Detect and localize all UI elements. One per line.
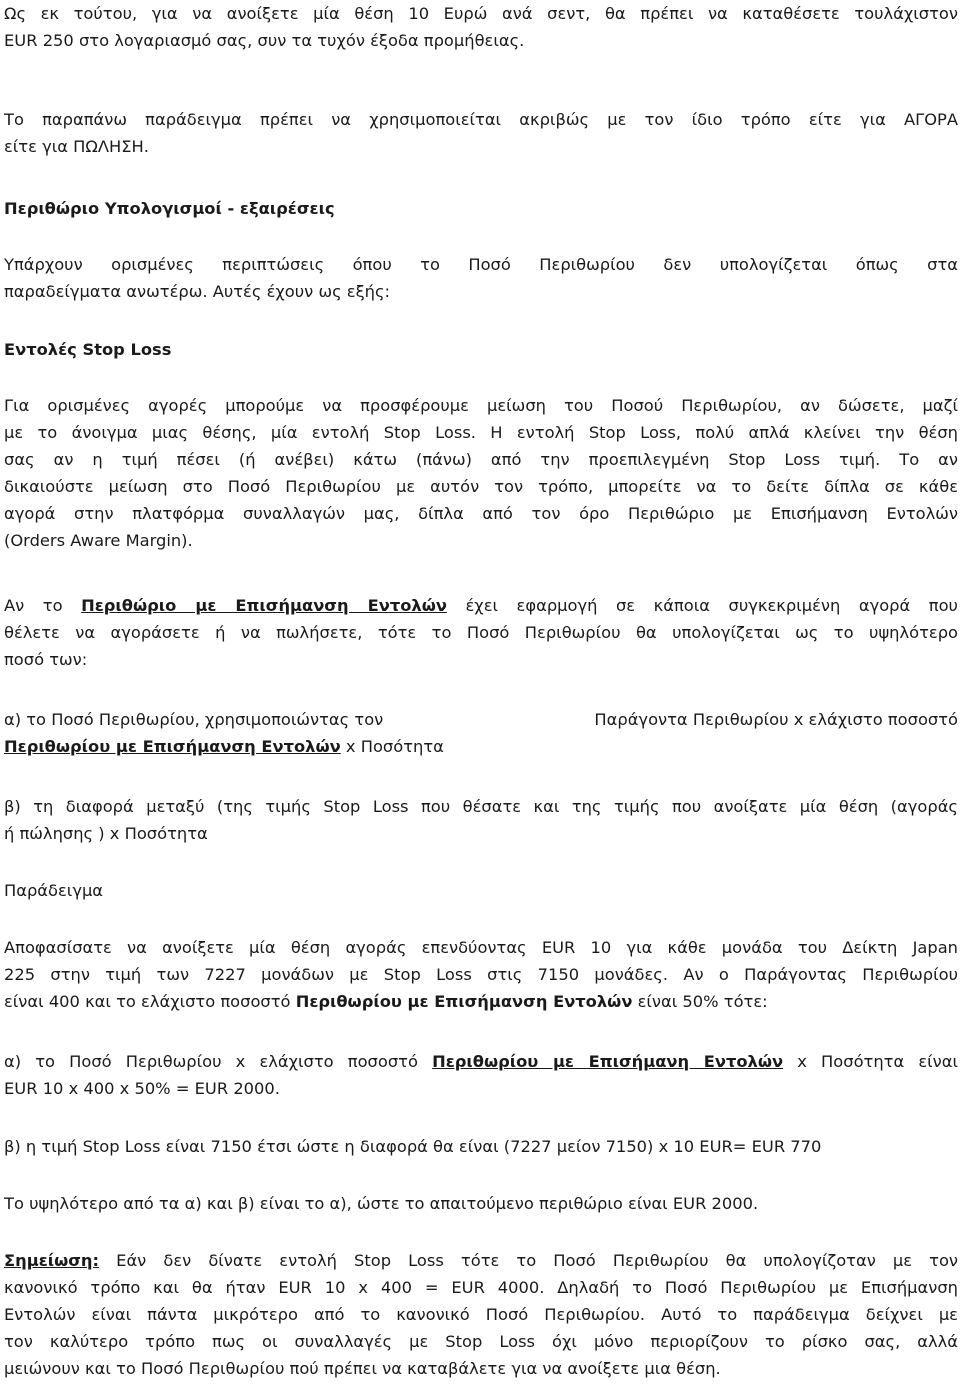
text-line: Για ορισμένες αγορές μπορούμε να προσφέρουμε μείωση του Ποσού Περιθωρίου, αν δώσετε, μαζί bbox=[4, 396, 958, 415]
text-line: (Orders Aware Margin). bbox=[4, 531, 193, 550]
item-a-left-text: α) το Ποσό Περιθωρίου, χρησιμοποιώντας τον bbox=[4, 710, 384, 729]
heading-exceptions: Περιθώριο Υπολογισμοί - εξαιρέσεις bbox=[4, 199, 335, 218]
text-line: παραδείγματα ανωτέρω. Αυτές έχουν ως εξής: bbox=[4, 282, 391, 301]
text-line: EUR 10 x 400 x 50% = EUR 2000. bbox=[4, 1079, 280, 1098]
text-line: ποσό των: bbox=[4, 650, 88, 669]
stop-loss-paragraph bbox=[4, 392, 958, 554]
text-line: α) το Ποσό Περιθωρίου x ελάχιστο ποσοστό Περιθωρίου με Επισήμανη Εντολών x Ποσότητα είναι bbox=[4, 1052, 959, 1071]
text-line: Εντολών είναι πάντα μικρότερο από το κανονικό Ποσό Περιθωρίου. Αυτό το παράδειγμα δείχνει με bbox=[4, 1305, 958, 1324]
bold-term: Περιθωρίου με Επισήμανση Εντολών bbox=[295, 992, 633, 1011]
text-line: EUR 250 στο λογαριασμό σας, συν τα τυχόν έξοδα προμήθειας. bbox=[4, 31, 525, 50]
intro-paragraph bbox=[4, 0, 958, 54]
text-line: Ως εκ τούτου, για να ανοίξετε μία θέση 10 Ευρώ ανά σεντ, θα πρέπει να καταθέσετε τουλάχιστον bbox=[4, 4, 958, 23]
item-a bbox=[4, 706, 958, 760]
text-line: θέλετε να αγοράσετε ή να πωλήσετε, τότε το Ποσό Περιθωρίου θα υπολογίζεται ως το υψηλότερο bbox=[4, 623, 958, 642]
text-line: Το παραπάνω παράδειγμα πρέπει να χρησιμοποιείται ακριβώς με τον ίδιο τρόπο είτε για ΑΓΟΡΑ bbox=[4, 110, 958, 129]
heading-stop-loss: Εντολές Stop Loss bbox=[4, 340, 172, 359]
item-b bbox=[4, 793, 958, 847]
heading-example: Παράδειγμα bbox=[4, 881, 104, 900]
text-line: είτε για ΠΩΛΗΣΗ. bbox=[4, 137, 149, 156]
note-label: Σημείωση: bbox=[4, 1251, 100, 1270]
text-line: τον καλύτερο τρόπο πως οι συναλλαγές με Stop Loss όχι μόνο περιορίζουν το ρίσκο σας, αλλά bbox=[4, 1332, 958, 1351]
calc-a bbox=[4, 1048, 958, 1102]
text-line: Σημείωση: Εάν δεν δίνατε εντολή Stop Loss τότε το Ποσό Περιθωρίου θα υπολογίζοταν με τον bbox=[4, 1251, 959, 1270]
item-a-line-2: Περιθωρίου με Επισήμανση Εντολών x Ποσότητα bbox=[4, 737, 444, 756]
text-line: Αν το Περιθώριο με Επισήμανση Εντολών έχει εφαρμογή σε κάποια συγκεκριμένη αγορά που bbox=[4, 596, 958, 615]
text-line: με το άνοιγμα μιας θέσης, μία εντολή Stop Loss. Η εντολή Stop Loss, πολύ απλά κλείνει την θέση bbox=[4, 423, 958, 442]
note-paragraph bbox=[4, 1247, 958, 1382]
conclusion: Το υψηλότερο από τα α) και β) είναι το α), ώστε το απαιτούμενο περιθώριο είναι EUR 2000. bbox=[4, 1194, 759, 1213]
text-line: σας αν η τιμή πέσει (ή ανέβει) κάτω (πάνω) από την προεπιλεγμένη Stop Loss τιμή. Το αν bbox=[4, 450, 958, 469]
item-a-right-text: Παράγοντα Περιθωρίου x ελάχιστο ποσοστό bbox=[594, 710, 958, 729]
text-line: Υπάρχουν ορισμένες περιπτώσεις όπου το Ποσό Περιθωρίου δεν υπολογίζεται όπως στα bbox=[4, 255, 958, 274]
bold-term: Περιθώριο με Επισήμανση Εντολών bbox=[81, 596, 447, 615]
bold-term: Περιθωρίου με Επισήμανη Εντολών bbox=[432, 1052, 784, 1071]
text-line: Αποφασίσατε να ανοίξετε μία θέση αγοράς επενδύοντας EUR 10 για κάθε μονάδα του Δείκτη Japan bbox=[4, 938, 958, 957]
text-line: 225 στην τιμή των 7227 μονάδων με Stop Loss στις 7150 μονάδες. Αν ο Παράγοντας Περιθωρίου bbox=[4, 965, 958, 984]
example-usage-paragraph bbox=[4, 106, 958, 160]
text-line: μειώνουν και το Ποσό Περιθωρίου πού πρέπει να καταβάλετε για να ανοίξετε μια θέση. bbox=[4, 1359, 721, 1378]
text-line: δικαιούστε μείωση στο Ποσό Περιθωρίου με αυτόν τον τρόπο, μπορείτε να το δείτε δίπλα σε κάθε bbox=[4, 477, 958, 496]
text-line: είναι 400 και το ελάχιστο ποσοστό Περιθωρίου με Επισήμανση Εντολών είναι 50% τότε: bbox=[4, 992, 768, 1011]
text-line: κανονικό τρόπο και θα ήταν EUR 10 x 400 = EUR 4000. Δηλαδή το Ποσό Περιθωρίου με Επισήμανση bbox=[4, 1278, 958, 1297]
example-paragraph bbox=[4, 934, 958, 1015]
item-a-line-1 bbox=[4, 706, 958, 733]
exceptions-paragraph bbox=[4, 251, 958, 305]
calc-b: β) η τιμή Stop Loss είναι 7150 έτσι ώστε η διαφορά θα είναι (7227 μείον 7150) x 10 EUR= EUR 770 bbox=[4, 1137, 822, 1156]
text-line: αγορά στην πλατφόρμα συναλλαγών μας, δίπλα από τον όρο Περιθώριο με Επισήμανση Εντολών bbox=[4, 504, 958, 523]
bold-term: Περιθωρίου με Επισήμανση Εντολών bbox=[4, 737, 341, 756]
applies-paragraph bbox=[4, 592, 958, 673]
text-line: ή πώλησης ) x Ποσότητα bbox=[4, 824, 208, 843]
text-line: β) τη διαφορά μεταξύ (της τιμής Stop Loss που θέσατε και της τιμής που ανοίξατε μία θέση (αγοράς bbox=[4, 797, 958, 816]
